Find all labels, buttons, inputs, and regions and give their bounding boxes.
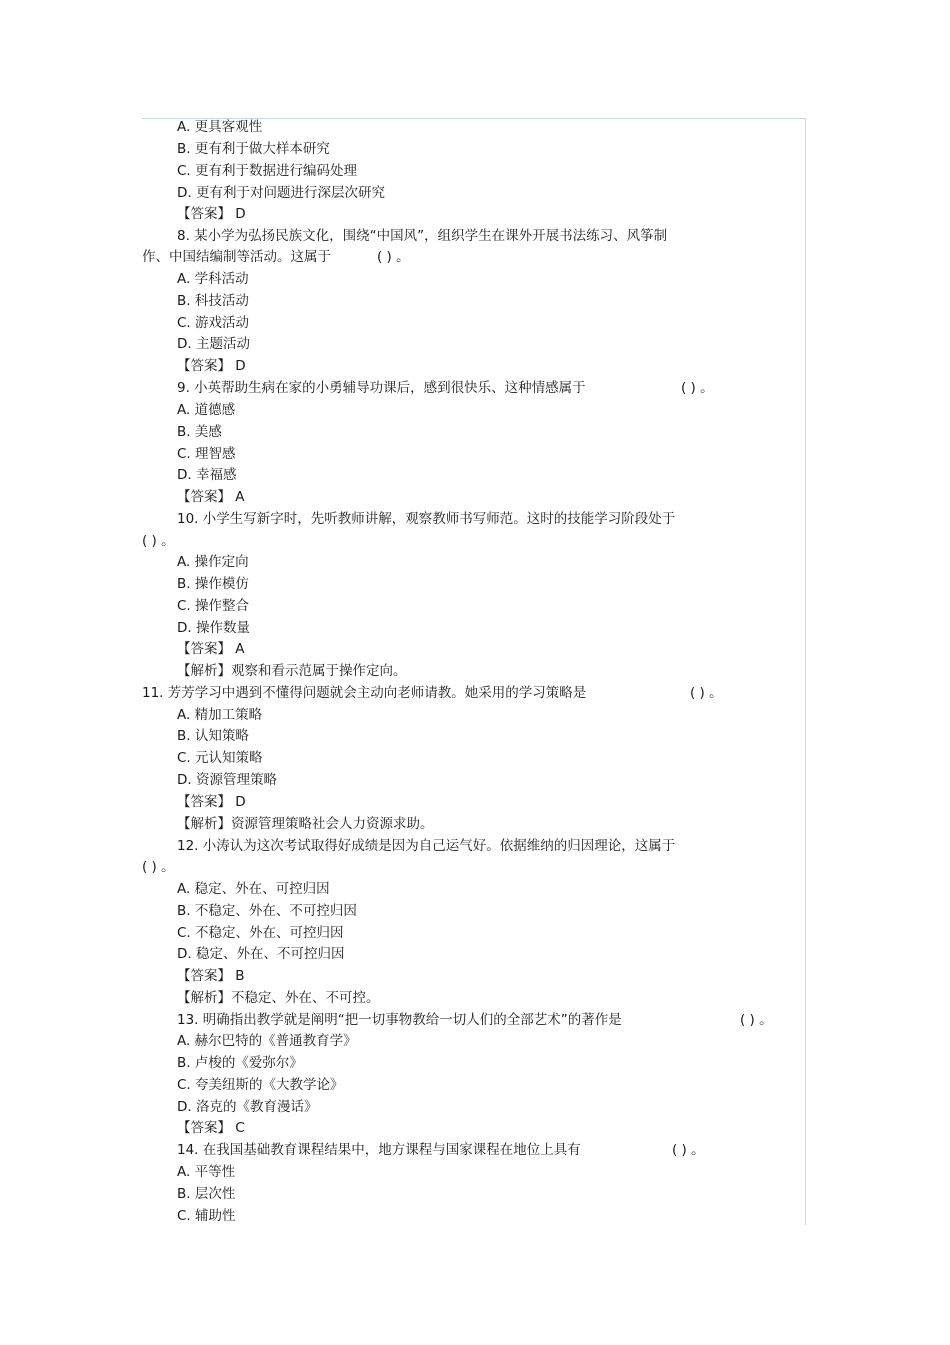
text-line: 【答案】 D — [177, 794, 246, 810]
text-line: D. 洛克的《教育漫话》 — [177, 1099, 318, 1115]
answer-blank: ( ) 。 — [681, 380, 714, 396]
answer-blank: ( ) 。 — [690, 685, 723, 701]
text-line: 【答案】 A — [177, 641, 245, 657]
text-line: D. 幸福感 — [177, 467, 237, 483]
text-line: A. 道德感 — [177, 402, 236, 418]
text-line: B. 卢梭的《爱弥尔》 — [177, 1055, 303, 1071]
text-line: 8. 某小学为弘扬民族文化，围绕“中国风”，组织学生在课外开展书法练习、风筝制 — [177, 228, 668, 244]
text-line: D. 更有利于对问题进行深层次研究 — [177, 185, 385, 201]
text-line: A. 精加工策略 — [177, 707, 263, 723]
text-line: 【答案】 D — [177, 358, 246, 374]
text-line: B. 科技活动 — [177, 293, 249, 309]
text-line: D. 主题活动 — [177, 336, 250, 352]
text-line: A. 操作定向 — [177, 554, 249, 570]
text-line: D. 操作数量 — [177, 620, 250, 636]
text-line: 12. 小涛认为这次考试取得好成绩是因为自己运气好。依据维纳的归因理论，这属于 — [177, 838, 676, 854]
text-line: 14. 在我国基础教育课程结果中，地方课程与国家课程在地位上具有 — [177, 1142, 581, 1158]
text-line: C. 辅助性 — [177, 1208, 236, 1224]
text-line: A. 学科活动 — [177, 271, 249, 287]
text-line: 10. 小学生写新字时，先听教师讲解，观察教师书写师范。这时的技能学习阶段处于 — [177, 511, 676, 527]
text-line: C. 夸美纽斯的《大教学论》 — [177, 1077, 344, 1093]
text-line: C. 更有利于数据进行编码处理 — [177, 163, 358, 179]
text-line: C. 操作整合 — [177, 598, 250, 614]
text-line: 【答案】 B — [177, 968, 245, 984]
answer-blank: ( ) 。 — [377, 249, 410, 265]
text-line: B. 层次性 — [177, 1186, 236, 1202]
text-line: A. 更具客观性 — [177, 119, 263, 135]
answer-blank: ( ) 。 — [672, 1142, 705, 1158]
text-line: C. 理智感 — [177, 446, 236, 462]
text-line: C. 元认知策略 — [177, 750, 263, 766]
text-line: 11. 芳芳学习中遇到不懂得问题就会主动向老师请教。她采用的学习策略是 — [142, 685, 587, 701]
text-line: ( ) 。 — [142, 859, 175, 875]
text-line: 作、中国结编制等活动。这属于 — [142, 249, 331, 265]
answer-blank: ( ) 。 — [740, 1012, 773, 1028]
text-line: ( ) 。 — [142, 533, 175, 549]
text-line: C. 不稳定、外在、可控归因 — [177, 925, 344, 941]
text-line: 13. 明确指出教学就是阐明“把一切事物教给一切人们的全部艺术”的著作是 — [177, 1012, 622, 1028]
text-line: A. 稳定、外在、可控归因 — [177, 881, 330, 897]
text-line: 【解析】观察和看示范属于操作定向。 — [177, 663, 407, 679]
text-line: B. 操作模仿 — [177, 576, 249, 592]
text-line: 【答案】 D — [177, 206, 246, 222]
text-line: B. 美感 — [177, 424, 222, 440]
text-line: B. 不稳定、外在、不可控归因 — [177, 903, 357, 919]
text-line: A. 平等性 — [177, 1164, 236, 1180]
text-line: B. 认知策略 — [177, 728, 249, 744]
text-line: 【解析】资源管理策略社会人力资源求助。 — [177, 816, 434, 832]
text-line: 9. 小英帮助生病在家的小勇辅导功课后，感到很快乐、这种情感属于 — [177, 380, 586, 396]
text-line: 【解析】不稳定、外在、不可控。 — [177, 990, 380, 1006]
text-line: 【答案】 A — [177, 489, 245, 505]
text-line: B. 更有利于做大样本研究 — [177, 141, 330, 157]
text-line: C. 游戏活动 — [177, 315, 250, 331]
text-line: 【答案】 C — [177, 1120, 245, 1136]
text-line: A. 赫尔巴特的《普通教育学》 — [177, 1033, 357, 1049]
text-line: D. 资源管理策略 — [177, 772, 277, 788]
text-line: D. 稳定、外在、不可控归因 — [177, 946, 345, 962]
